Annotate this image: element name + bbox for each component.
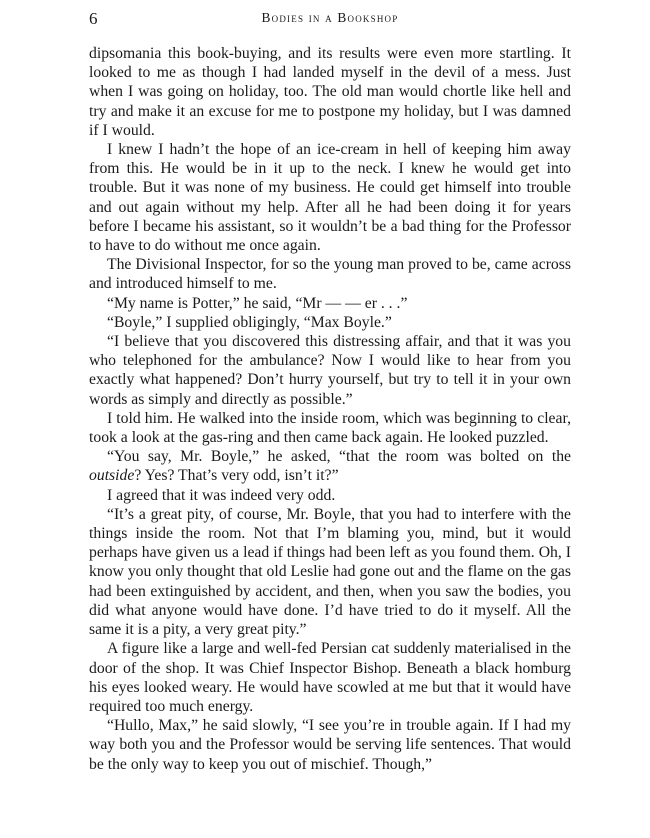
paragraph	[89, 447, 571, 485]
paragraph: “My name is Potter,” he said, “Mr — — er . . .”	[107, 294, 408, 312]
page-header	[89, 6, 571, 32]
paragraph: “Hullo, Max,” he said slowly, “I see you’re in trouble again. If I had my way both you and the Professor would be serving life sentences. That would be the only way to keep you out of mischief. Though,”	[89, 717, 571, 773]
paragraph: “I believe that you discovered this distressing affair, and that it was you who telephoned for the ambulance? Now I would like to hear from you exactly what happened? Don’t hurry yourself, but try to tell it in your own words as simply and directly as possible.”	[89, 333, 571, 408]
emphasis: outside	[89, 467, 135, 485]
body-text	[89, 44, 571, 774]
paragraph: A figure like a large and well-fed Persian cat suddenly materialised in the door of the shop. It was Chief Inspector Bishop. Beneath a black homburg his eyes looked weary. He would have scowled at me but that it would have required too much energy.	[89, 640, 571, 715]
running-title: Bodies in a Bookshop	[261, 10, 399, 25]
paragraph-text: ? Yes? That’s very odd, isn’t it?”	[134, 467, 339, 485]
paragraph: “It’s a great pity, of course, Mr. Boyle, that you had to interfere with the things inside the room. Not that I’m blaming you, mind, but it would perhaps have given us a lead if things had been left as you found them. Oh, I know you only thought that old Leslie had gone out and the flame on the gas had been extinguished by accident, and then, when you saw the bodies, you did what anyone would have done. I’d have tried to do it myself. All the same it is a pity, a very great pity.”	[89, 505, 571, 639]
paragraph: “Boyle,” I supplied obligingly, “Max Boyle.”	[107, 313, 392, 331]
paragraph: I knew I hadn’t the hope of an ice-cream in hell of keeping him away from this. He would be in it up to the neck. I knew he would get into trouble. But it was none of my business. He could get himself into trouble and out again without my help. After all he had been doing it for years before I became his assistant, so it wouldn’t be a bad thing for the Professor to have to do without me once again.	[89, 141, 571, 255]
paragraph: I told him. He walked into the inside room, which was beginning to clear, took a look at the gas-ring and then came back again. He looked puzzled.	[89, 409, 571, 447]
paragraph: dipsomania this book-buying, and its results were even more startling. It looked to me as though I had landed myself in the devil of a mess. Just when I was going on holiday, too. The old man would chortle like hell and try and make it an excuse for me to postpone my holiday, but I was damned if I would.	[89, 45, 571, 139]
paragraph-text: “You say, Mr. Boyle,” he asked, “that the room was bolted on the	[107, 448, 571, 466]
page-number: 6	[89, 9, 98, 28]
paragraph: I agreed that it was indeed very odd.	[107, 486, 336, 504]
paragraph: The Divisional Inspector, for so the young man proved to be, came across and introduced himself to me.	[89, 256, 571, 293]
